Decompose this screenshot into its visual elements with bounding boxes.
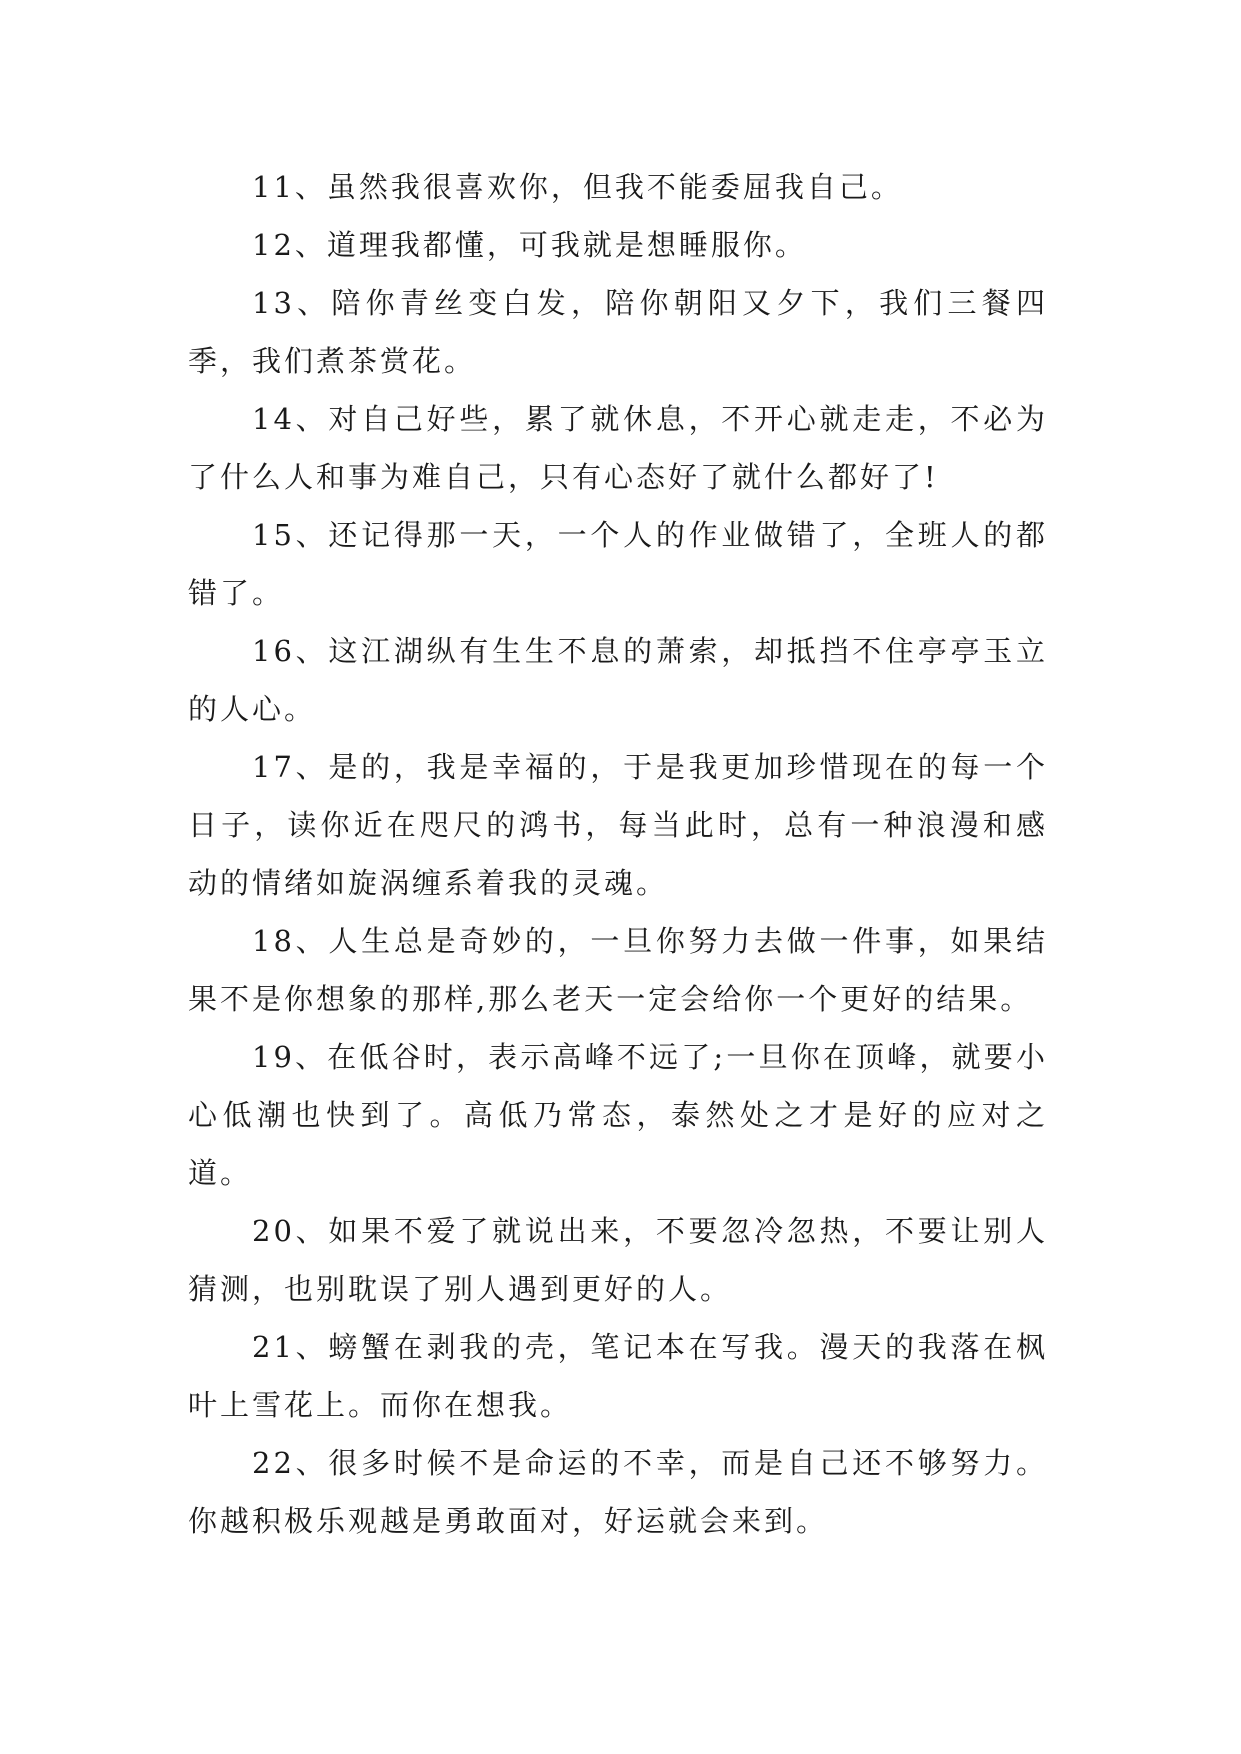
paragraph-17: 17、是的，我是幸福的，于是我更加珍惜现在的每一个日子，读你近在咫尺的鸿书，每当此时，总有一种浪漫和感动的情绪如旋涡缠系着我的灵魂。 xyxy=(188,750,1048,900)
paragraph-11: 11、虽然我很喜欢你，但我不能委屈我自己。 xyxy=(252,170,903,204)
paragraph-21: 21、螃蟹在剥我的壳，笔记本在写我。漫天的我落在枫叶上雪花上。而你在想我。 xyxy=(188,1330,1048,1422)
paragraph-16: 16、这江湖纵有生生不息的萧索，却抵挡不住亭亭玉立的人心。 xyxy=(188,634,1048,726)
paragraph-19: 19、在低谷时，表示高峰不远了;一旦你在顶峰，就要小心低潮也快到了。高低乃常态，泰然处之才是好的应对之道。 xyxy=(188,1040,1048,1190)
paragraph-18: 18、人生总是奇妙的，一旦你努力去做一件事，如果结果不是你想象的那样,那么老天一定会给你一个更好的结果。 xyxy=(188,924,1048,1016)
paragraph-20: 20、如果不爱了就说出来，不要忽冷忽热，不要让别人猜测，也别耽误了别人遇到更好的人。 xyxy=(188,1214,1048,1306)
paragraph-15: 15、还记得那一天，一个人的作业做错了，全班人的都错了。 xyxy=(188,518,1048,610)
document-body xyxy=(188,158,1048,1550)
paragraph-22: 22、很多时候不是命运的不幸，而是自己还不够努力。你越积极乐观越是勇敢面对，好运就会来到。 xyxy=(188,1446,1048,1538)
paragraph-14: 14、对自己好些，累了就休息，不开心就走走，不必为了什么人和事为难自己，只有心态好了就什么都好了! xyxy=(188,402,1048,494)
paragraph-12: 12、道理我都懂，可我就是想睡服你。 xyxy=(252,228,807,262)
paragraph-13: 13、陪你青丝变白发，陪你朝阳又夕下，我们三餐四季，我们煮茶赏花。 xyxy=(188,286,1048,378)
